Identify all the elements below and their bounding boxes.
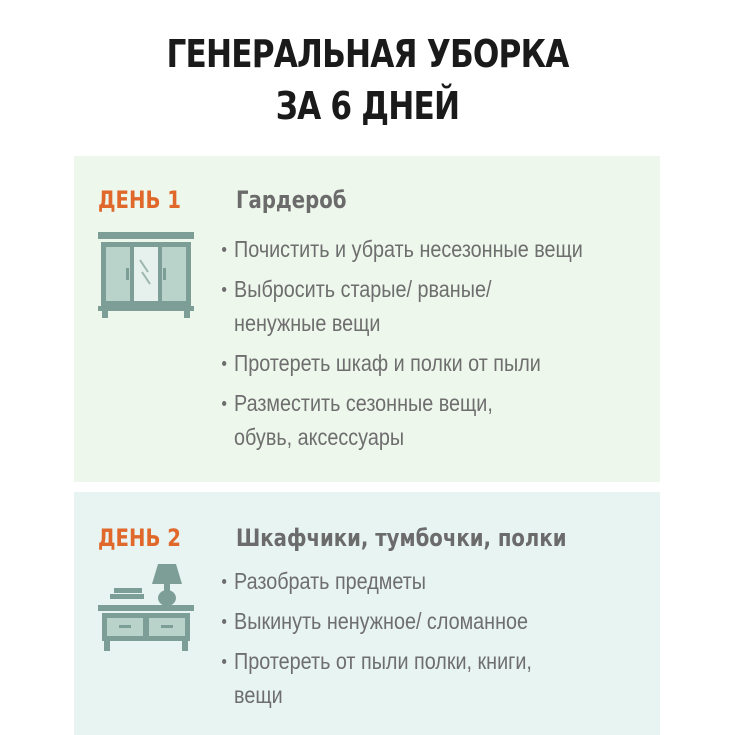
item-line: Выкинуть ненужное/ сломанное: [234, 608, 529, 634]
list-item: [222, 644, 664, 712]
bullet-icon: [222, 361, 226, 366]
bullet-icon: [222, 659, 226, 664]
title-line-1: ГЕНЕРАЛЬНАЯ УБОРКА: [166, 32, 569, 76]
item-line: Протереть шкаф и полки от пыли: [234, 350, 541, 376]
page-title: [66, 28, 669, 132]
item-line: Выбросить старые/ рваные/: [234, 276, 492, 302]
item-line: Почистить и убрать несезонные вещи: [234, 236, 583, 262]
bullet-icon: [222, 287, 226, 292]
title-line-2: ЗА 6 ДНЕЙ: [275, 84, 460, 128]
list-item: [222, 272, 664, 340]
bullet-icon: [222, 579, 226, 584]
day-2-label: ДЕНЬ 2: [98, 524, 181, 552]
list-item: [222, 564, 664, 598]
item-line: Протереть от пыли полки, книги,: [234, 648, 532, 674]
wardrobe-icon: [98, 232, 194, 318]
item-line: Разобрать предметы: [234, 568, 427, 594]
list-item: [222, 604, 664, 638]
day-1-label: ДЕНЬ 1: [98, 186, 181, 214]
list-item: [222, 232, 664, 266]
list-item: [222, 346, 664, 380]
day-1-list: [222, 232, 662, 454]
item-line: обувь, аксессуары: [234, 424, 405, 450]
day-1-heading: Гардероб: [236, 186, 347, 214]
day-2-heading: Шкафчики, тумбочки, полки: [236, 524, 567, 552]
item-line: ненужные вещи: [234, 310, 381, 336]
day-2-list: [222, 564, 662, 712]
day-2-card: [74, 492, 660, 735]
list-item: [222, 386, 664, 454]
bullet-icon: [222, 619, 226, 624]
nightstand-lamp-icon: [98, 558, 194, 658]
bullet-icon: [222, 401, 226, 406]
item-line: вещи: [234, 682, 283, 708]
item-line: Разместить сезонные вещи,: [234, 390, 493, 416]
bullet-icon: [222, 247, 226, 252]
day-1-card: [74, 156, 660, 482]
